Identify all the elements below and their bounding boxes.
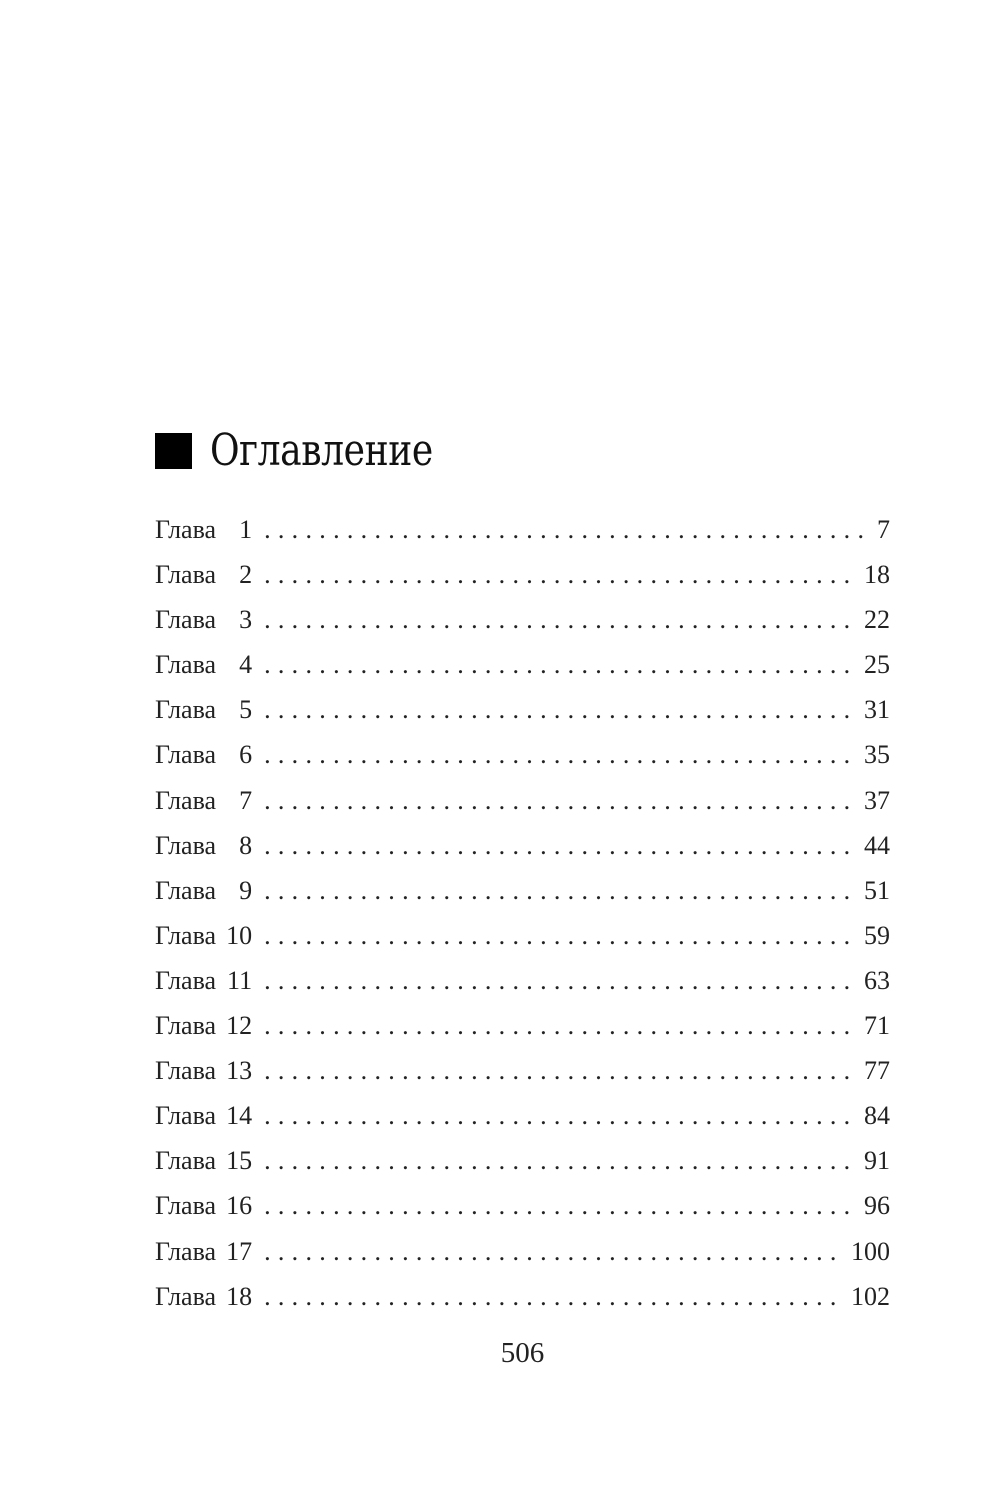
chapter-number: 12 bbox=[226, 1011, 253, 1041]
chapter-page: 100 bbox=[851, 1236, 890, 1266]
chapter-page: 37 bbox=[864, 785, 890, 815]
chapter-word: Глава bbox=[155, 920, 217, 950]
page-title: Оглавление bbox=[210, 425, 433, 476]
toc-entry[interactable] bbox=[155, 921, 890, 966]
chapter-word: Глава bbox=[155, 740, 217, 770]
toc-entry[interactable] bbox=[155, 1146, 890, 1191]
toc-entry[interactable] bbox=[155, 966, 890, 1011]
toc-entry[interactable] bbox=[155, 560, 890, 605]
toc-entry[interactable] bbox=[155, 1282, 890, 1327]
chapter-number: 5 bbox=[239, 695, 253, 725]
dot-leader bbox=[264, 1282, 845, 1312]
chapter-word: Глава bbox=[155, 1236, 217, 1266]
chapter-number: 11 bbox=[227, 965, 253, 995]
chapter-number: 16 bbox=[226, 1191, 253, 1221]
chapter-number: 4 bbox=[239, 650, 253, 680]
chapter-page: 96 bbox=[864, 1191, 890, 1221]
table-of-contents bbox=[155, 515, 890, 1327]
dot-leader bbox=[264, 560, 858, 590]
toc-entry[interactable] bbox=[155, 605, 890, 650]
chapter-number: 3 bbox=[239, 605, 253, 635]
chapter-number: 1 bbox=[239, 515, 253, 544]
chapter-word: Глава bbox=[155, 605, 217, 635]
chapter-label bbox=[155, 786, 252, 816]
chapter-label bbox=[155, 966, 252, 996]
chapter-label bbox=[155, 695, 252, 725]
chapter-page: 63 bbox=[864, 965, 890, 995]
chapter-word: Глава bbox=[155, 1101, 217, 1131]
chapter-number: 15 bbox=[226, 1146, 253, 1176]
chapter-word: Глава bbox=[155, 650, 217, 680]
toc-entry[interactable] bbox=[155, 831, 890, 876]
chapter-page: 44 bbox=[864, 830, 890, 860]
chapter-label bbox=[155, 1191, 252, 1221]
chapter-word: Глава bbox=[155, 1146, 217, 1176]
chapter-word: Глава bbox=[155, 515, 217, 544]
dot-leader bbox=[264, 740, 858, 770]
chapter-number: 10 bbox=[226, 920, 253, 950]
chapter-page: 102 bbox=[851, 1281, 890, 1311]
chapter-word: Глава bbox=[155, 1281, 217, 1311]
toc-entry[interactable] bbox=[155, 695, 890, 740]
chapter-number: 6 bbox=[239, 740, 253, 770]
chapter-label bbox=[155, 1146, 252, 1176]
chapter-page: 51 bbox=[864, 875, 890, 905]
toc-entry[interactable] bbox=[155, 1237, 890, 1282]
toc-entry[interactable] bbox=[155, 1056, 890, 1101]
chapter-number: 14 bbox=[226, 1101, 253, 1131]
chapter-word: Глава bbox=[155, 560, 217, 590]
chapter-word: Глава bbox=[155, 965, 217, 995]
chapter-page: 18 bbox=[864, 560, 890, 590]
dot-leader bbox=[264, 650, 858, 680]
chapter-page: 7 bbox=[877, 515, 890, 544]
dot-leader bbox=[264, 1191, 858, 1221]
chapter-word: Глава bbox=[155, 785, 217, 815]
chapter-number: 2 bbox=[239, 560, 253, 590]
chapter-label bbox=[155, 740, 252, 770]
toc-entry[interactable] bbox=[155, 1101, 890, 1146]
chapter-word: Глава bbox=[155, 1011, 217, 1041]
toc-entry[interactable] bbox=[155, 786, 890, 831]
dot-leader bbox=[264, 966, 858, 996]
toc-entry[interactable] bbox=[155, 876, 890, 921]
toc-entry[interactable] bbox=[155, 515, 890, 560]
dot-leader bbox=[264, 1146, 858, 1176]
toc-entry[interactable] bbox=[155, 650, 890, 695]
chapter-page: 35 bbox=[864, 740, 890, 770]
toc-entry[interactable] bbox=[155, 1011, 890, 1056]
chapter-number: 8 bbox=[239, 830, 253, 860]
chapter-page: 77 bbox=[864, 1056, 890, 1086]
chapter-page: 91 bbox=[864, 1146, 890, 1176]
chapter-label bbox=[155, 1101, 252, 1131]
black-square-icon bbox=[155, 433, 192, 469]
chapter-word: Глава bbox=[155, 695, 217, 725]
chapter-word: Глава bbox=[155, 1191, 217, 1221]
chapter-word: Глава bbox=[155, 830, 217, 860]
chapter-number: 17 bbox=[226, 1236, 253, 1266]
dot-leader bbox=[264, 921, 858, 951]
page-number: 506 bbox=[500, 1337, 545, 1369]
dot-leader bbox=[264, 831, 858, 861]
chapter-label bbox=[155, 560, 252, 590]
chapter-label bbox=[155, 605, 252, 635]
dot-leader bbox=[264, 695, 858, 725]
dot-leader bbox=[264, 515, 871, 545]
dot-leader bbox=[264, 1011, 858, 1041]
toc-entry[interactable] bbox=[155, 1191, 890, 1236]
chapter-page: 22 bbox=[864, 605, 890, 635]
chapter-label bbox=[155, 650, 252, 680]
dot-leader bbox=[264, 1101, 858, 1131]
chapter-label bbox=[155, 515, 252, 545]
dot-leader bbox=[264, 1056, 858, 1086]
chapter-page: 59 bbox=[864, 920, 890, 950]
chapter-label bbox=[155, 1056, 252, 1086]
toc-entry[interactable] bbox=[155, 740, 890, 785]
chapter-number: 13 bbox=[226, 1056, 253, 1086]
chapter-label bbox=[155, 831, 252, 861]
dot-leader bbox=[264, 1237, 845, 1267]
toc-heading bbox=[155, 425, 482, 476]
chapter-label bbox=[155, 921, 252, 951]
chapter-label bbox=[155, 1282, 252, 1312]
chapter-word: Глава bbox=[155, 1056, 217, 1086]
chapter-page: 31 bbox=[864, 695, 890, 725]
chapter-label bbox=[155, 876, 252, 906]
dot-leader bbox=[264, 605, 858, 635]
chapter-number: 9 bbox=[239, 875, 253, 905]
chapter-page: 84 bbox=[864, 1101, 890, 1131]
chapter-label bbox=[155, 1011, 252, 1041]
dot-leader bbox=[264, 876, 858, 906]
chapter-number: 7 bbox=[239, 785, 253, 815]
dot-leader bbox=[264, 786, 858, 816]
chapter-number: 18 bbox=[226, 1281, 253, 1311]
chapter-page: 25 bbox=[864, 650, 890, 680]
chapter-page: 71 bbox=[864, 1011, 890, 1041]
chapter-label bbox=[155, 1237, 252, 1267]
chapter-word: Глава bbox=[155, 875, 217, 905]
